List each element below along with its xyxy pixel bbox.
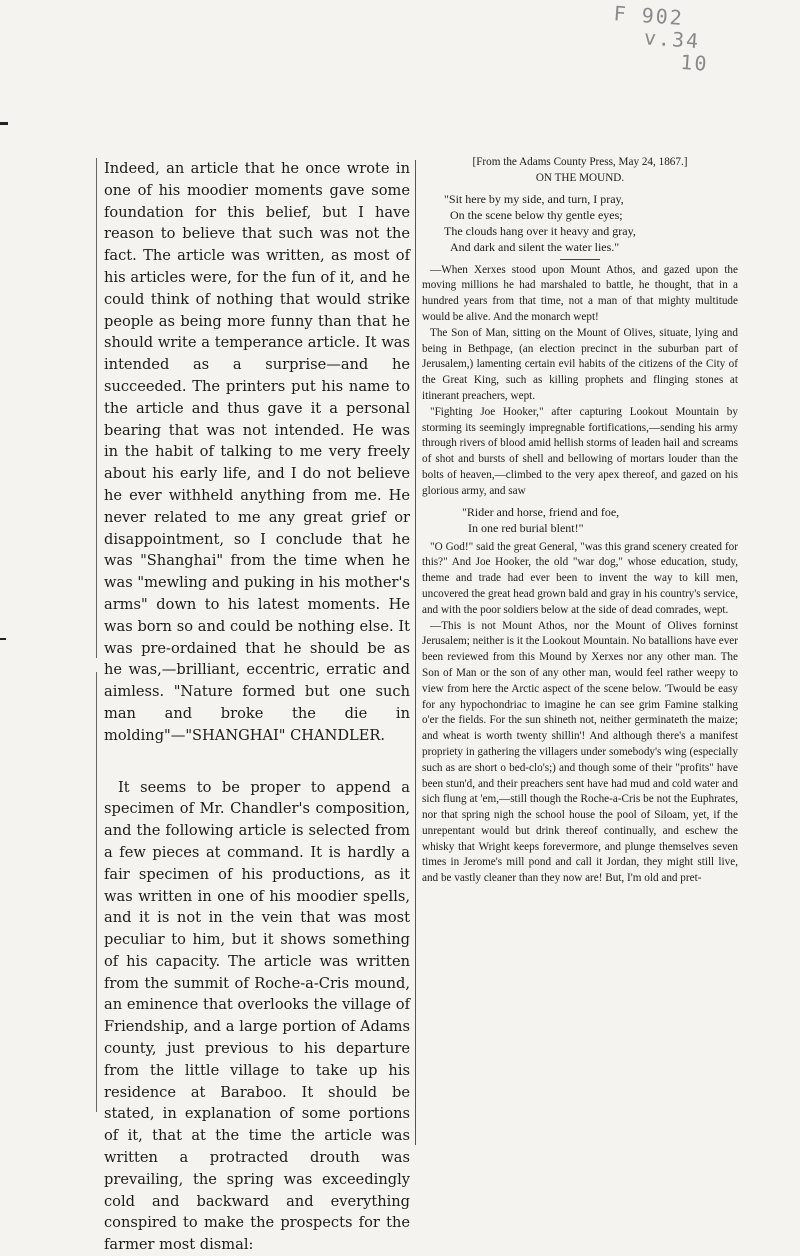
left-text-column	[104, 158, 410, 1256]
verse-line: The clouds hang over it heavy and gray,	[444, 223, 636, 238]
opening-verse	[444, 191, 738, 255]
paragraph-gap	[104, 747, 410, 777]
article-source-line: [From the Adams County Press, May 24, 1867.]	[472, 156, 688, 168]
article-title: ON THE MOUND.	[535, 171, 625, 184]
annotation-line-1: F 902	[612, 1, 685, 30]
column-divider	[415, 160, 416, 1145]
verse-line: In one red burial blent!"	[468, 520, 584, 535]
verse-line: And dark and silent the water lies."	[450, 239, 620, 254]
section-rule	[560, 259, 600, 260]
verse-line: On the scene below thy gentle eyes;	[450, 207, 623, 222]
edge-tick-mark	[0, 638, 6, 640]
left-paragraph-2: It seems to be proper to append a specimen of Mr. Chandler's composition, and the following article is selected from a few pieces at command. It is hardly a fair specimen of his productions, as it was written in one of his moodier spells, and it is not in the vein that was most peculiar to him, but it shows something of his capacity. The article was written from the summit of Roche-a-Cris mound, an eminence that overlooks the village of Friendship, and a large portion of Adams county, just previous to his departure from the little village to take up his residence at Baraboo. It should be stated, in explanation of some portions of it, that at the time the article was written a protracted drouth was prevailing, the spring was exceedingly cold and backward and everything conspired to make the prospects for the farmer most dismal:	[104, 778, 410, 1254]
left-column-rule	[96, 158, 97, 658]
verse-line: "Sit here by my side, and turn, I pray,	[444, 191, 624, 206]
annotation-line-2: v.34	[643, 25, 702, 54]
article-paragraph-the-mound: —This is not Mount Athos, nor the Mount of Olives forninst Jerusalem; neither is it the Lookout Mountain. No batallions have ever been reviewed from this Mound by Xerxes nor any other man. The Son of Man or the son of any other man, would feel rather weepy to view from here the Arctic aspect of the scene below. 'Twould be easy for any hypochondriac to imagine he can see grim Famine stalking o'er the fields. For the sun shineth not, neither germinateth the maize; and wheat is worth twenty shillin'! And although there's a manifest propriety in gathering the villagers under somebody's wing (especially such as are short o bed-clo's;) and though some of their "profits" have been stun'd, and their preachers sent have had mud and cold water and sich flung at 'em,—still though the Roche-a-Cris be not the Euphrates, nor that spring nigh the school house the pool of Siloam, yet, if the unrepentant would but drink thereof continually, and eschew the whisky that Wright keeps forevermore, and plunge themselves seven times in Jerome's mill pond and call it Jordan, they might still live, and be vastly cleaner than they now are! But, I'm old and pret-	[422, 619, 738, 885]
article-paragraph-hooker: "Fighting Joe Hooker," after capturing Lookout Mountain by storming its seemingly impregnable fortifications,—sending his army through rivers of blood amid hellish storms of leaden hail and screams of shot and bursts of shell and bellowing of mortars louder than the bolts of heaven,—climbed to the very apex thereof, and gazed on his glorious army, and saw	[422, 405, 738, 497]
verse-line: "Rider and horse, friend and foe,	[462, 504, 620, 519]
left-paragraph-1: Indeed, an article that he once wrote in one of his moodier moments gave some foundation for this belief, but I have reason to believe that such was not the fact. The article was written, as most of his articles were, for the fun of it, and he could think of nothing that would strike people as being more funny than that he should write a temperance article. It was intended as a surprise—and he succeeded. The printers put his name to the article and thus gave it a personal bearing that was not intended. He was in the habit of talking to me very freely about his early life, and I do not believe he ever withheld anything from me. He never related to me any great grief or disappointment, so I conclude that he was "Shanghai" from the time when he was "mewling and puking in his mother's arms" down to his latest moments. He was born so and could be nothing else. It was pre-ordained that he should be as he was,—brilliant, eccentric, erratic and aimless. "Nature formed but one such man and broke the die in molding"—"SHANGHAI" CHANDLER.	[104, 160, 410, 744]
right-text-column	[422, 155, 738, 887]
quoted-verse	[462, 504, 738, 536]
article-paragraph-son-of-man: The Son of Man, sitting on the Mount of Olives, situate, lying and being in Bethpage, (an election precinct in the suburban part of Jerusalem,) lamenting certain evil habits of the citizens of the City of the Great King, such as killing prophets and flinging stones at itinerant preachers, wept.	[422, 326, 738, 402]
annotation-line-3: 10	[679, 49, 710, 76]
edge-tick-mark	[0, 122, 8, 125]
article-paragraph-xerxes: —When Xerxes stood upon Mount Athos, and gazed upon the moving millions he had marshaled to battle, he thought, that in a hundred years from that time, not a man of that mighty multitude would be alive. And the monarch wept!	[422, 263, 738, 323]
article-paragraph-o-god: "O God!" said the great General, "was this grand scenery created for this?" And Joe Hooker, the old "war dog," whose education, study, theme and trade had ever been to invent the way to kill men, uncovered the great head grown bald and gray in his country's service, and with the poor soldiers below at the side of dead comrades, wept.	[422, 540, 738, 616]
left-column-rule	[96, 672, 97, 1112]
handwritten-catalog-note	[610, 2, 784, 80]
